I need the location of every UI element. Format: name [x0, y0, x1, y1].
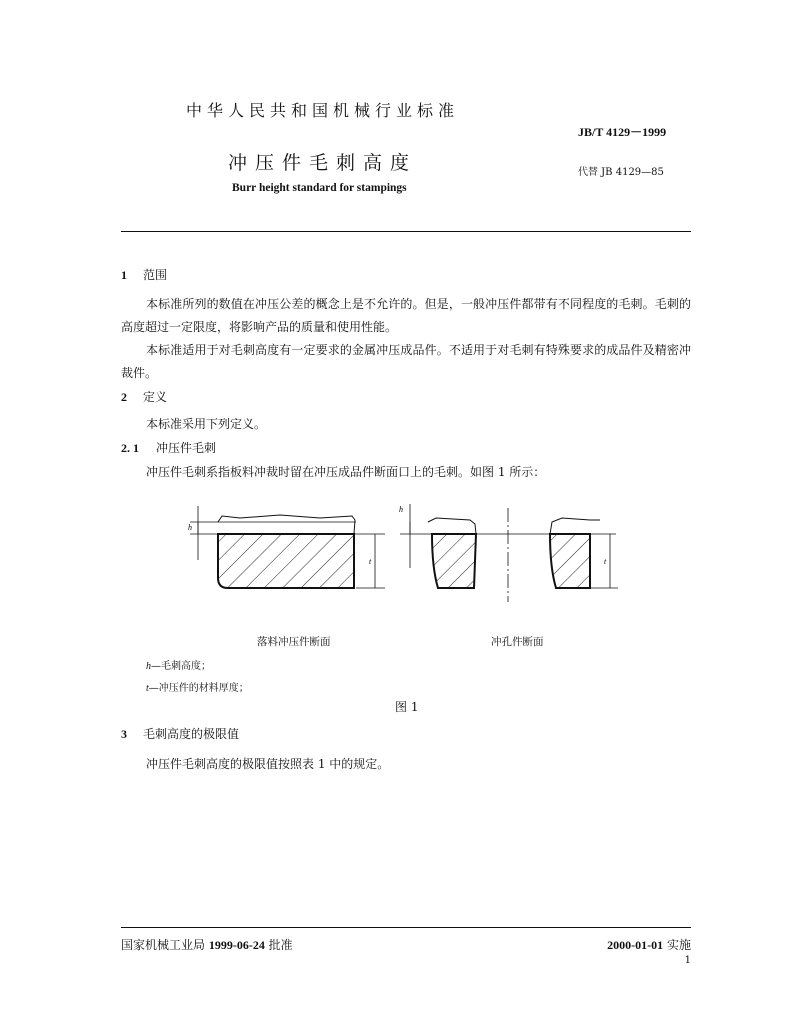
issuing-organization: 中华人民共和国机械行业标准 — [186, 101, 460, 120]
section-number: 2 — [121, 390, 127, 404]
burr-height-label: h — [188, 523, 192, 532]
approval-line — [121, 936, 293, 953]
note-material-thickness — [146, 679, 249, 694]
standard-number: JB/T 4129－1999 — [578, 125, 667, 139]
section-1-heading — [121, 266, 167, 283]
figure-1-drawing — [170, 498, 690, 628]
section-2-heading — [121, 388, 167, 405]
footer-divider — [121, 927, 691, 928]
section-1-paragraph-1: 本标准所列的数值在冲压公差的概念上是不允许的。但是，一般冲压件都带有不同程度的毛刺。毛刺的高度超过一定限度，将影响产品的质量和使用性能。 — [121, 297, 691, 334]
note-symbol: t — [146, 683, 149, 694]
burr-outline-right — [550, 518, 600, 534]
burr-height-label: h — [399, 505, 403, 514]
section-number: 1 — [121, 268, 127, 282]
piercing-caption: 冲孔件断面 — [491, 636, 544, 648]
approve-date: 1999-06-24 — [208, 938, 265, 952]
section-title: 冲压件毛刺 — [156, 441, 217, 455]
effective-date: 2000-01-01 — [607, 938, 664, 952]
section-number: 2. 1 — [121, 441, 139, 455]
note-text: —毛刺高度； — [151, 661, 211, 672]
thickness-label: t — [369, 557, 372, 566]
header-divider — [121, 231, 691, 232]
section-1-paragraph-2: 本标准适用于对毛刺高度有一定要求的金属冲压成品件。不适用于对毛刺有特殊要求的成品件及精密冲裁件。 — [121, 343, 691, 380]
note-text: —冲压件的材料厚度； — [148, 683, 249, 694]
section-2-1-paragraph: 冲压件毛刺系指板料冲裁时留在冲压成品件断面口上的毛刺。如图 1 所示： — [146, 465, 546, 479]
pierce-section-right — [550, 534, 590, 588]
approve-word: 批准 — [268, 938, 293, 952]
blanking-section-diagram — [188, 506, 385, 588]
blank-section — [218, 534, 354, 588]
blanking-caption: 落料冲压件断面 — [257, 636, 331, 648]
section-2-1-heading — [121, 439, 216, 456]
figure-label: 图 1 — [395, 700, 419, 714]
page-number: 1 — [684, 955, 691, 966]
section-number: 3 — [121, 727, 127, 741]
section-title: 毛刺高度的极限值 — [143, 727, 240, 741]
english-title: Burr height standard for stampings — [232, 182, 407, 194]
section-3-heading — [121, 725, 239, 742]
burr-outline — [428, 518, 476, 534]
document-title: 冲压件毛刺高度 — [228, 152, 418, 174]
pierce-section-left — [432, 534, 476, 588]
piercing-section-diagram — [399, 504, 618, 602]
section-title: 定义 — [143, 390, 168, 404]
issuer: 国家机械工业局 — [121, 938, 206, 952]
replaces-note: 代替 JB 4129—85 — [578, 167, 664, 178]
effective-line — [607, 936, 691, 953]
burr-outline — [218, 515, 355, 534]
thickness-label: t — [604, 557, 607, 566]
section-title: 范围 — [143, 268, 168, 282]
note-burr-height — [146, 657, 211, 672]
section-2-paragraph: 本标准采用下列定义。 — [146, 417, 267, 431]
section-3-paragraph: 冲压件毛刺高度的极限值按照表 1 中的规定。 — [146, 757, 390, 771]
note-symbol: h — [146, 661, 151, 672]
effective-word: 实施 — [666, 938, 691, 952]
